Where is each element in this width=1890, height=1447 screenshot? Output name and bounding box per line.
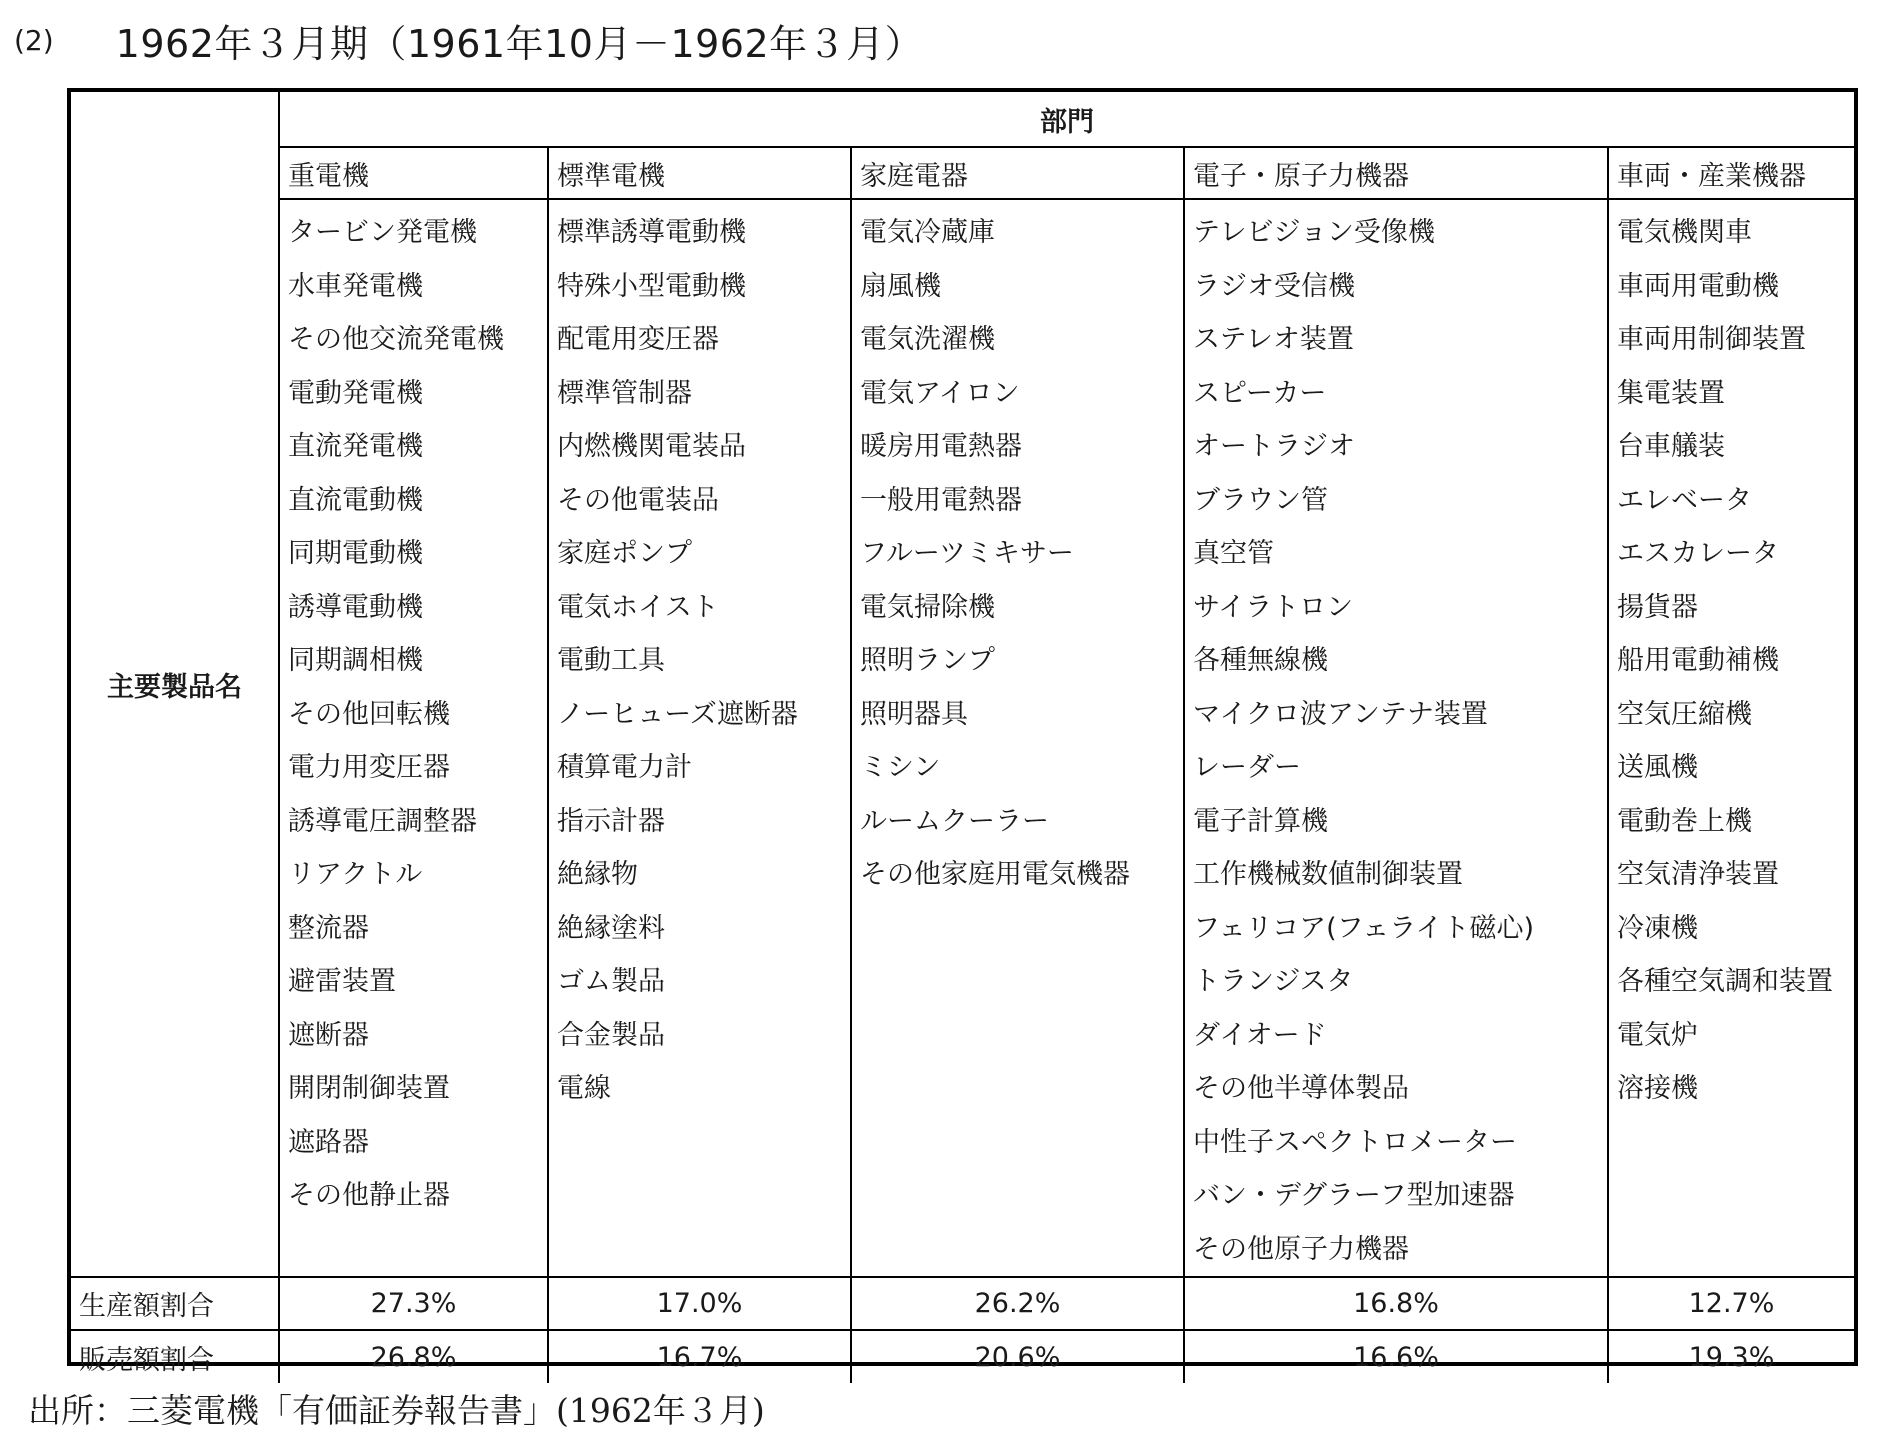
product-item: 各種空気調和装置 xyxy=(1617,966,1833,997)
product-item: ブラウン管 xyxy=(1193,484,1328,516)
production-share-value: 17.0% xyxy=(548,1277,851,1330)
product-item: 直流発電機 xyxy=(288,431,423,462)
source-note: 出所：三菱電機「有価証券報告書」(1962年３月) xyxy=(28,1391,765,1430)
product-item: 扇風機 xyxy=(860,270,941,302)
product-item: 標準管制器 xyxy=(557,377,692,409)
product-item: 電気冷蔵庫 xyxy=(860,217,995,248)
product-item: 送風機 xyxy=(1617,752,1698,783)
product-list-vehicle-industrial xyxy=(1608,199,1854,1277)
production-share-value: 26.2% xyxy=(851,1277,1184,1330)
product-item: 工作機械数値制御装置 xyxy=(1193,859,1463,890)
product-item: 電力用変圧器 xyxy=(288,752,450,783)
product-item: 電気洗濯機 xyxy=(860,324,995,355)
product-item: リアクトル xyxy=(288,859,423,890)
product-item: その他半導体製品 xyxy=(1193,1073,1409,1104)
product-item: 冷凍機 xyxy=(1617,912,1698,944)
product-item: 船用電動補機 xyxy=(1617,645,1779,676)
product-item: 空気清浄装置 xyxy=(1617,859,1779,890)
product-list-home-appliances xyxy=(851,199,1184,1277)
production-share-label: 生産額割合 xyxy=(71,1277,279,1330)
product-item: 指示計器 xyxy=(557,805,665,837)
product-item: 電気機関車 xyxy=(1617,217,1752,248)
product-item: 配電用変圧器 xyxy=(557,324,719,355)
product-item: 特殊小型電動機 xyxy=(557,270,746,302)
product-item: バン・デグラーフ型加速器 xyxy=(1193,1180,1515,1211)
product-item: その他静止器 xyxy=(288,1180,450,1211)
product-item: 内燃機関電装品 xyxy=(557,431,746,462)
product-item: タービン発電機 xyxy=(288,217,477,248)
product-item: その他家庭用電気機器 xyxy=(860,859,1130,890)
product-item: 溶接機 xyxy=(1617,1073,1698,1104)
sales-share-value: 20.6% xyxy=(851,1330,1184,1383)
product-item: 車両用電動機 xyxy=(1617,270,1779,302)
product-item: 避雷装置 xyxy=(288,966,396,997)
product-item: ダイオード xyxy=(1193,1019,1327,1051)
product-item: エスカレータ xyxy=(1617,538,1779,569)
product-item: 直流電動機 xyxy=(288,484,423,516)
product-item: 揚貨器 xyxy=(1617,591,1698,623)
product-item: 中性子スペクトロメーター xyxy=(1193,1126,1517,1158)
product-item: 絶縁塗料 xyxy=(557,912,665,944)
product-list-standard-electric xyxy=(548,199,851,1277)
product-item: 空気圧縮機 xyxy=(1617,698,1752,730)
title-text: 1962年３月期（1961年10月－1962年３月） xyxy=(115,21,924,66)
product-item: フェリコア(フェライト磁心) xyxy=(1193,912,1535,944)
production-share-value: 16.8% xyxy=(1184,1277,1608,1330)
product-item: ステレオ装置 xyxy=(1193,324,1354,355)
product-item: 家庭ポンプ xyxy=(557,538,692,569)
department-header: 部門 xyxy=(279,92,1854,147)
product-item: 遮断器 xyxy=(288,1019,369,1051)
product-item: 暖房用電熱器 xyxy=(860,431,1022,462)
product-item: 電子計算機 xyxy=(1193,805,1328,837)
product-item: その他電装品 xyxy=(557,484,719,516)
sales-share-label: 販売額割合 xyxy=(71,1330,279,1383)
product-item: ノーヒューズ遮断器 xyxy=(557,698,798,730)
production-share-value: 12.7% xyxy=(1608,1277,1854,1330)
product-item: その他交流発電機 xyxy=(288,324,504,355)
product-item: 電気掃除機 xyxy=(860,591,995,623)
product-item: マイクロ波アンテナ装置 xyxy=(1193,698,1488,730)
page-title xyxy=(0,12,923,68)
product-item: サイラトロン xyxy=(1193,591,1354,623)
column-header-electronics-nuclear: 電子・原子力機器 xyxy=(1184,147,1608,199)
product-item: 絶縁物 xyxy=(557,859,638,890)
column-header-heavy-electric: 重電機 xyxy=(279,147,548,199)
product-item: レーダー xyxy=(1193,752,1301,783)
product-item: 遮路器 xyxy=(288,1126,369,1158)
sales-share-value: 16.7% xyxy=(548,1330,851,1383)
product-item: 一般用電熱器 xyxy=(860,484,1022,516)
product-list-electronics-nuclear xyxy=(1184,199,1608,1277)
product-item: 各種無線機 xyxy=(1193,645,1328,676)
title-number: (2) xyxy=(14,23,54,57)
production-share-value: 27.3% xyxy=(279,1277,548,1330)
product-item: 開閉制御装置 xyxy=(288,1073,450,1104)
product-item: 照明器具 xyxy=(860,698,968,730)
product-item: 車両用制御装置 xyxy=(1617,324,1806,355)
product-item: テレビジョン受像機 xyxy=(1193,217,1435,248)
product-item: 真空管 xyxy=(1193,538,1274,569)
product-item: 電気ホイスト xyxy=(557,591,719,623)
product-item: 電気アイロン xyxy=(860,377,1020,409)
product-item: 電気炉 xyxy=(1617,1019,1698,1051)
sales-share-value: 16.6% xyxy=(1184,1330,1608,1383)
product-item: 同期調相機 xyxy=(288,645,423,676)
product-item: 誘導電動機 xyxy=(288,591,423,623)
product-item: オートラジオ xyxy=(1193,431,1355,462)
product-item: 電動発電機 xyxy=(288,377,423,409)
product-item: 集電装置 xyxy=(1617,377,1725,409)
product-item: エレベータ xyxy=(1617,484,1752,516)
sales-share-value: 19.3% xyxy=(1608,1330,1854,1383)
product-item: 電線 xyxy=(557,1073,611,1104)
product-item: トランジスタ xyxy=(1193,966,1354,997)
product-item: その他原子力機器 xyxy=(1193,1233,1409,1265)
main-products-header: 主要製品名 xyxy=(71,92,279,1277)
product-item: スピーカー xyxy=(1193,377,1327,409)
product-item: ラジオ受信機 xyxy=(1193,270,1355,302)
product-item: 照明ランプ xyxy=(860,645,995,676)
product-item: 標準誘導電動機 xyxy=(557,217,746,248)
product-item: その他回転機 xyxy=(288,698,450,730)
product-item: ゴム製品 xyxy=(557,966,665,997)
column-header-home-appliances: 家庭電器 xyxy=(851,147,1184,199)
product-item: ルームクーラー xyxy=(860,805,1049,837)
product-item: 整流器 xyxy=(288,912,369,944)
product-item: 電動工具 xyxy=(557,645,665,676)
product-list-heavy-electric xyxy=(279,199,548,1277)
product-item: 水車発電機 xyxy=(288,270,423,302)
column-header-standard-electric: 標準電機 xyxy=(548,147,851,199)
column-header-vehicle-industrial: 車両・産業機器 xyxy=(1608,147,1854,199)
product-item: 積算電力計 xyxy=(557,752,692,783)
product-item: 合金製品 xyxy=(557,1019,665,1051)
product-item: 誘導電圧調整器 xyxy=(288,805,477,837)
product-item: 同期電動機 xyxy=(288,538,423,569)
product-item: フルーツミキサー xyxy=(860,538,1074,569)
product-item: ミシン xyxy=(860,752,941,783)
product-item: 台車艤装 xyxy=(1617,431,1725,462)
sales-share-value: 26.8% xyxy=(279,1330,548,1383)
product-item: 電動巻上機 xyxy=(1617,805,1752,837)
product-table xyxy=(67,88,1858,1376)
